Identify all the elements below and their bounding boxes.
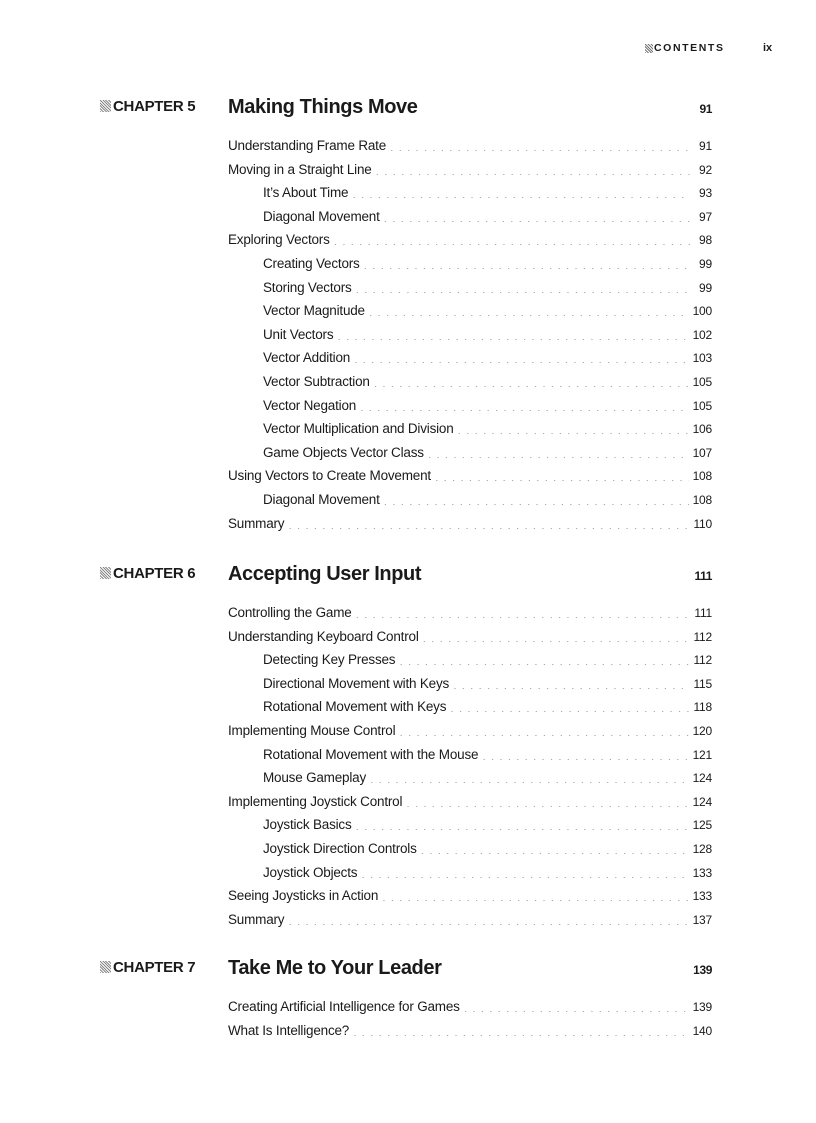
toc-entry-page: 139 xyxy=(693,963,712,977)
toc-entry[interactable] xyxy=(263,324,712,346)
toc-entry-title: Joystick Direction Controls xyxy=(263,841,417,856)
dot-leader xyxy=(425,567,690,581)
toc-entry[interactable] xyxy=(263,206,712,228)
toc-entry[interactable] xyxy=(228,791,712,813)
toc-entry-title: Accepting User Input xyxy=(228,563,422,585)
toc-entry-title: Directional Movement with Keys xyxy=(263,676,450,691)
toc-entry-title: Creating Vectors xyxy=(263,256,360,271)
dot-leader xyxy=(421,100,690,114)
toc-entry[interactable] xyxy=(228,909,712,931)
chapter-title-entry[interactable] xyxy=(228,957,712,979)
toc-entry[interactable] xyxy=(263,696,712,718)
dot-leader xyxy=(288,515,689,529)
chapter-number xyxy=(100,957,195,979)
toc-entry-page: 99 xyxy=(699,257,712,271)
toc-entry-page: 128 xyxy=(692,842,712,856)
toc-entry-page: 102 xyxy=(692,328,712,342)
toc-entry[interactable] xyxy=(263,838,712,860)
dot-leader xyxy=(356,816,689,830)
dot-leader xyxy=(428,444,689,458)
chapter-title-entry[interactable] xyxy=(228,563,712,585)
chapter-number xyxy=(100,563,195,585)
page-number: ix xyxy=(763,42,773,54)
toc-entry[interactable] xyxy=(263,418,712,440)
toc-entry-page: 125 xyxy=(692,818,712,832)
toc-entry-page: 111 xyxy=(694,569,712,583)
dot-leader xyxy=(337,326,688,340)
toc-entry[interactable] xyxy=(263,744,712,766)
toc-entry[interactable] xyxy=(228,159,712,181)
dot-leader xyxy=(354,349,689,363)
dot-leader xyxy=(360,397,689,411)
toc-entry-page: 100 xyxy=(692,304,712,318)
hatch-mark-icon xyxy=(100,100,111,112)
toc-entry-page: 124 xyxy=(692,795,712,809)
toc-entry-title: Vector Multiplication and Division xyxy=(263,421,454,436)
toc-entry-title: Understanding Frame Rate xyxy=(228,138,387,153)
toc-entry-title: Summary xyxy=(228,912,285,927)
toc-entry-title: Joystick Objects xyxy=(263,865,358,880)
toc-entry[interactable] xyxy=(228,602,712,624)
dot-leader xyxy=(361,864,688,878)
toc-entry-page: 108 xyxy=(692,493,712,507)
toc-entry-page: 120 xyxy=(692,724,712,738)
toc-entry-page: 112 xyxy=(693,653,712,667)
toc-entry-page: 93 xyxy=(699,186,712,200)
toc-entry-title: Implementing Joystick Control xyxy=(228,794,403,809)
toc-entry[interactable] xyxy=(263,300,712,322)
toc-entry-title: Moving in a Straight Line xyxy=(228,162,372,177)
toc-entry-title: Joystick Basics xyxy=(263,817,352,832)
dot-leader xyxy=(390,137,690,151)
toc-entry-page: 124 xyxy=(692,771,712,785)
toc-entry-title: Controlling the Game xyxy=(228,605,352,620)
dot-leader xyxy=(421,840,689,854)
dot-leader xyxy=(364,255,690,269)
toc-entry-title: Exploring Vectors xyxy=(228,232,330,247)
toc-entry-title: What Is Intelligence? xyxy=(228,1023,350,1038)
hatch-mark-icon xyxy=(100,961,111,973)
toc-entry[interactable] xyxy=(228,465,712,487)
dot-leader xyxy=(374,373,689,387)
toc-entry[interactable] xyxy=(263,862,712,884)
dot-leader xyxy=(352,184,690,198)
dot-leader xyxy=(482,746,688,760)
toc-entry[interactable] xyxy=(263,489,712,511)
toc-entry[interactable] xyxy=(228,1020,712,1042)
toc-entry-title: Game Objects Vector Class xyxy=(263,445,424,460)
dot-leader xyxy=(399,651,689,665)
toc-entry-page: 115 xyxy=(693,677,712,691)
toc-entry-title: Vector Addition xyxy=(263,350,351,365)
toc-entry-page: 91 xyxy=(699,102,712,116)
toc-entry-title: Rotational Movement with Keys xyxy=(263,699,447,714)
toc-entry-page: 133 xyxy=(692,866,712,880)
dot-leader xyxy=(356,604,690,618)
dot-leader xyxy=(423,628,690,642)
toc-entry-page: 121 xyxy=(692,748,712,762)
toc-entry-title: It’s About Time xyxy=(263,185,349,200)
toc-entry[interactable] xyxy=(263,767,712,789)
toc-entry[interactable] xyxy=(263,442,712,464)
toc-entry-title: Using Vectors to Create Movement xyxy=(228,468,431,483)
toc-entry-title: Unit Vectors xyxy=(263,327,334,342)
toc-entry-page: 92 xyxy=(699,163,712,177)
hatch-mark-icon xyxy=(100,567,111,579)
toc-entry[interactable] xyxy=(263,277,712,299)
toc-entry[interactable] xyxy=(263,253,712,275)
dot-leader xyxy=(406,793,688,807)
toc-entry[interactable] xyxy=(263,347,712,369)
toc-entry-title: Implementing Mouse Control xyxy=(228,723,396,738)
dot-leader xyxy=(376,161,690,175)
toc-entry[interactable] xyxy=(228,996,712,1018)
toc-entry-page: 112 xyxy=(693,630,712,644)
dot-leader xyxy=(399,722,688,736)
toc-entry-title: Vector Magnitude xyxy=(263,303,365,318)
toc-entry-page: 110 xyxy=(693,517,712,531)
toc-entry-page: 137 xyxy=(692,913,712,927)
toc-entry-title: Take Me to Your Leader xyxy=(228,957,442,979)
toc-entry[interactable] xyxy=(263,182,712,204)
dot-leader xyxy=(384,491,689,505)
toc-entry-title: Creating Artificial Intelligence for Games xyxy=(228,999,460,1014)
toc-entry[interactable] xyxy=(228,626,712,648)
toc-entry-page: 91 xyxy=(699,139,712,153)
toc-entry-title: Diagonal Movement xyxy=(263,492,380,507)
toc-entry-title: Understanding Keyboard Control xyxy=(228,629,419,644)
toc-entry-page: 106 xyxy=(692,422,712,436)
toc-entry-title: Detecting Key Presses xyxy=(263,652,396,667)
dot-leader xyxy=(353,1022,688,1036)
toc-entry-title: Seeing Joysticks in Action xyxy=(228,888,379,903)
dot-leader xyxy=(446,961,690,975)
dot-leader xyxy=(450,698,689,712)
dot-leader xyxy=(370,769,689,783)
toc-entry-title: Rotational Movement with the Mouse xyxy=(263,747,479,762)
chapter-title-entry[interactable] xyxy=(228,96,712,118)
toc-entry[interactable] xyxy=(263,673,712,695)
dot-leader xyxy=(458,420,689,434)
dot-leader xyxy=(382,887,688,901)
toc-entry-page: 133 xyxy=(692,889,712,903)
running-head xyxy=(0,43,816,57)
toc-entry-title: Storing Vectors xyxy=(263,280,352,295)
toc-entry-page: 103 xyxy=(692,351,712,365)
toc-entry-page: 107 xyxy=(692,446,712,460)
toc-entry[interactable] xyxy=(228,229,712,251)
toc-entry-title: Summary xyxy=(228,516,285,531)
toc-entry-page: 99 xyxy=(699,281,712,295)
toc-entry-title: Mouse Gameplay xyxy=(263,770,366,785)
dot-leader xyxy=(384,208,690,222)
dot-leader xyxy=(356,279,690,293)
toc-entry-page: 105 xyxy=(692,399,712,413)
chapter-number-text: CHAPTER 5 xyxy=(113,98,196,115)
toc-entry-title: Making Things Move xyxy=(228,96,418,118)
toc-entry-title: Diagonal Movement xyxy=(263,209,380,224)
chapter-number xyxy=(100,96,195,118)
chapter-number-text: CHAPTER 6 xyxy=(113,565,196,582)
dot-leader xyxy=(435,467,689,481)
toc-entry[interactable] xyxy=(228,885,712,907)
toc-entry-page: 97 xyxy=(699,210,712,224)
toc-entry[interactable] xyxy=(228,720,712,742)
toc-entry-page: 139 xyxy=(692,1000,712,1014)
toc-entry-title: Vector Negation xyxy=(263,398,357,413)
running-head-label: CONTENTS xyxy=(654,42,725,54)
toc-entry-page: 118 xyxy=(693,700,712,714)
dot-leader xyxy=(464,998,689,1012)
dot-leader xyxy=(288,911,688,925)
toc-entry-page: 140 xyxy=(692,1024,712,1038)
toc-entry[interactable] xyxy=(263,371,712,393)
hatch-mark-icon xyxy=(645,44,653,53)
toc-entry[interactable] xyxy=(228,135,712,157)
toc-entry-page: 105 xyxy=(692,375,712,389)
dot-leader xyxy=(369,302,689,316)
toc-entry-page: 108 xyxy=(692,469,712,483)
toc-entry[interactable] xyxy=(228,513,712,535)
dot-leader xyxy=(453,675,689,689)
toc-entry[interactable] xyxy=(263,649,712,671)
chapter-number-text: CHAPTER 7 xyxy=(113,959,196,976)
dot-leader xyxy=(334,231,690,245)
toc-entry-page: 98 xyxy=(699,233,712,247)
toc-entry[interactable] xyxy=(263,395,712,417)
toc-entry-title: Vector Subtraction xyxy=(263,374,370,389)
toc-entry[interactable] xyxy=(263,814,712,836)
toc-entry-page: 111 xyxy=(694,606,712,620)
